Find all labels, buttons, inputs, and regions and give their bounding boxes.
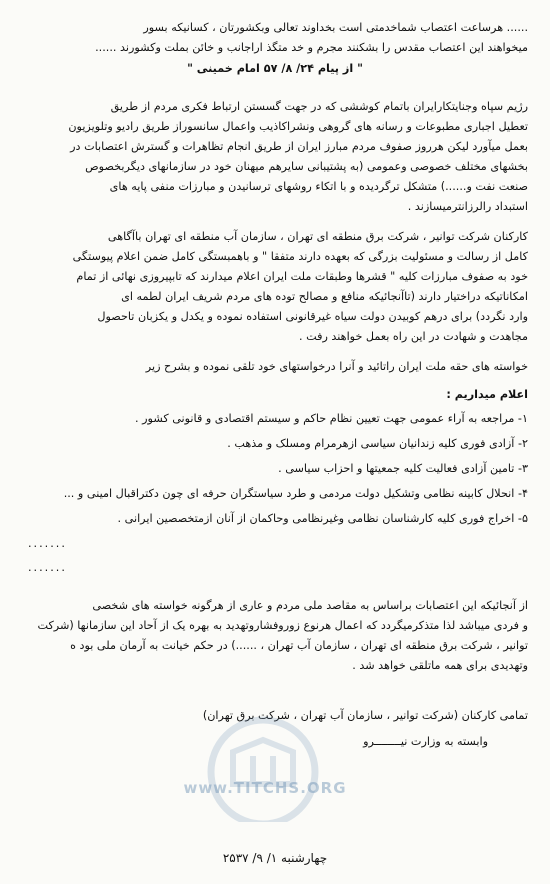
text-line: امکاناتیکه دراختیار دارند (تاآنجائیکه منافع و مصالح توده های مردم شریف ایران لطمه ای bbox=[121, 290, 528, 303]
demands-list bbox=[22, 409, 528, 529]
document-date: چهارشنبه ۱/ ۹/ ۲۵۳۷ bbox=[222, 851, 328, 865]
khomeini-quote bbox=[22, 18, 528, 79]
ellipsis-line: ....... bbox=[28, 537, 67, 550]
signature-block bbox=[22, 706, 528, 752]
quote-line: ...... هرساعت اعتصاب شماخدمتی است بخداوند تعالی وبکشورتان ، کسانیکه بسور bbox=[143, 21, 528, 34]
text-line: خود به صفوف مبارزات کلیه " قشرها وطبقات ملت ایران اعلام میدارند که تابپیروزی نهائی از تمام bbox=[76, 270, 528, 283]
text-line: و فردی میباشد لذا متذکرمیگردد که اعمال هرنوع زوروفشاروتهدید به بهره یک از آحاد این سازمانها (شرکت bbox=[37, 619, 528, 632]
signature-line: تمامی کارکنان (شرکت توانیر ، سازمان آب تهران ، شرکت برق تهران) bbox=[202, 709, 528, 722]
text-line: بخشهای مختلف خصوصی وعمومی (به پشتیبانی سایرهم میهنان خود در سازمانهای دیگربخصوص bbox=[85, 160, 528, 173]
text-line: وارد نگردد) برای درهم کوبیدن دولت سیاه غیرقانونی استفاده نموده و یکدل و یکزبان تاحصول bbox=[97, 310, 528, 323]
demand-item: ۱- مراجعه به آراء عمومی جهت تعیین نظام حاکم و سیستم اقتصادی و قانونی کشور . bbox=[135, 412, 528, 425]
ellipsis-line: ....... bbox=[28, 561, 67, 574]
demands-heading: اعلام میداریم : bbox=[446, 388, 528, 401]
text-line: از آنجائیکه این اعتصابات براساس به مقاصد ملی مردم و عاری از هرگونه خواسته های شخصی bbox=[92, 599, 528, 612]
text-line: رژیم سپاه وجنایتکارایران باتمام کوششی که در جهت گسستن ارتباط فکری مردم از طریق bbox=[110, 100, 528, 113]
text-line: کامل از رسالت و مسئولیت بزرگی که بعهده دارند متفقا " و باهمبستگی کامل ضمن اعلام پیوستگی bbox=[72, 250, 528, 263]
paragraph-demands-intro bbox=[22, 357, 528, 377]
demand-item: ۳- تامین آزادی فعالیت کلیه جمعیتها و احزاب سیاسی . bbox=[278, 462, 528, 475]
text-line: وتهدیدی برای همه ماتلقی خواهد شد . bbox=[352, 659, 528, 672]
text-line: تعطیل اجباری مطبوعات و رسانه های گروهی ونشراکاذیب واعمال سانسوراز طریق رادیو وتلویزیون bbox=[68, 120, 528, 133]
quote-line: میخواهند این اعتصاب مقدس را بشکنند مجرم و خد متگذ اراجانب و خائن بملت وکشورند ...... bbox=[95, 41, 528, 54]
text-line: کارکنان شرکت توانیر ، شرکت برق منطقه ای تهران ، سازمان آب منطقه ای تهران باآگاهی bbox=[107, 230, 528, 243]
demand-item: ۴- انحلال کابینه نظامی وتشکیل دولت مردمی و طرد سیاستگران حرفه ای چون دکتراقبال امینی و ... bbox=[63, 487, 528, 500]
paragraph-intro bbox=[22, 97, 528, 217]
demand-item: ۵- اخراج فوری کلیه کارشناسان نظامی وغیرنظامی وحاکمان از آنان ازمتخصصین ایرانی . bbox=[117, 512, 528, 525]
watermark-text: www.TITCHS.ORG bbox=[183, 779, 347, 797]
text-line: بعمل میآورد لیکن هرروز صفوف مردم مبارز ایران از طریق انجام تظاهرات و گسترش اعتصابات در bbox=[70, 140, 528, 153]
text-line: استبداد رالرزانترمیسازند . bbox=[407, 200, 528, 213]
text-line: صنعت نفت و......) متشکل ترگردیده و با اتکاء روشهای ترسانیدن و مبارزات منفی پایه های bbox=[109, 180, 528, 193]
paragraph-closing bbox=[22, 596, 528, 676]
text-line: مجاهدت و شهادت در این راه بعمل خواهند رفت . bbox=[299, 330, 528, 343]
text-line: توانیر ، شرکت برق منطقه ای تهران ، سازمان آب تهران ، ......) در حکم خیانت به آرمان ملی بود ه bbox=[70, 639, 528, 652]
signature-line: وابسته به وزارت نیــــــــرو bbox=[363, 735, 488, 748]
demand-item: ۲- آزادی فوری کلیه زندانیان سیاسی ازهرمرام ومسلک و مذهب . bbox=[227, 437, 528, 450]
paragraph-employees bbox=[22, 227, 528, 347]
quote-attribution: " از پیام ۲۴/ ۸/ ۵۷ امام خمینی " bbox=[187, 62, 363, 75]
text-line: خواسته های حقه ملت ایران راتائید و آنرا درخواستهای خود تلقی نموده و بشرح زیر bbox=[145, 360, 528, 373]
